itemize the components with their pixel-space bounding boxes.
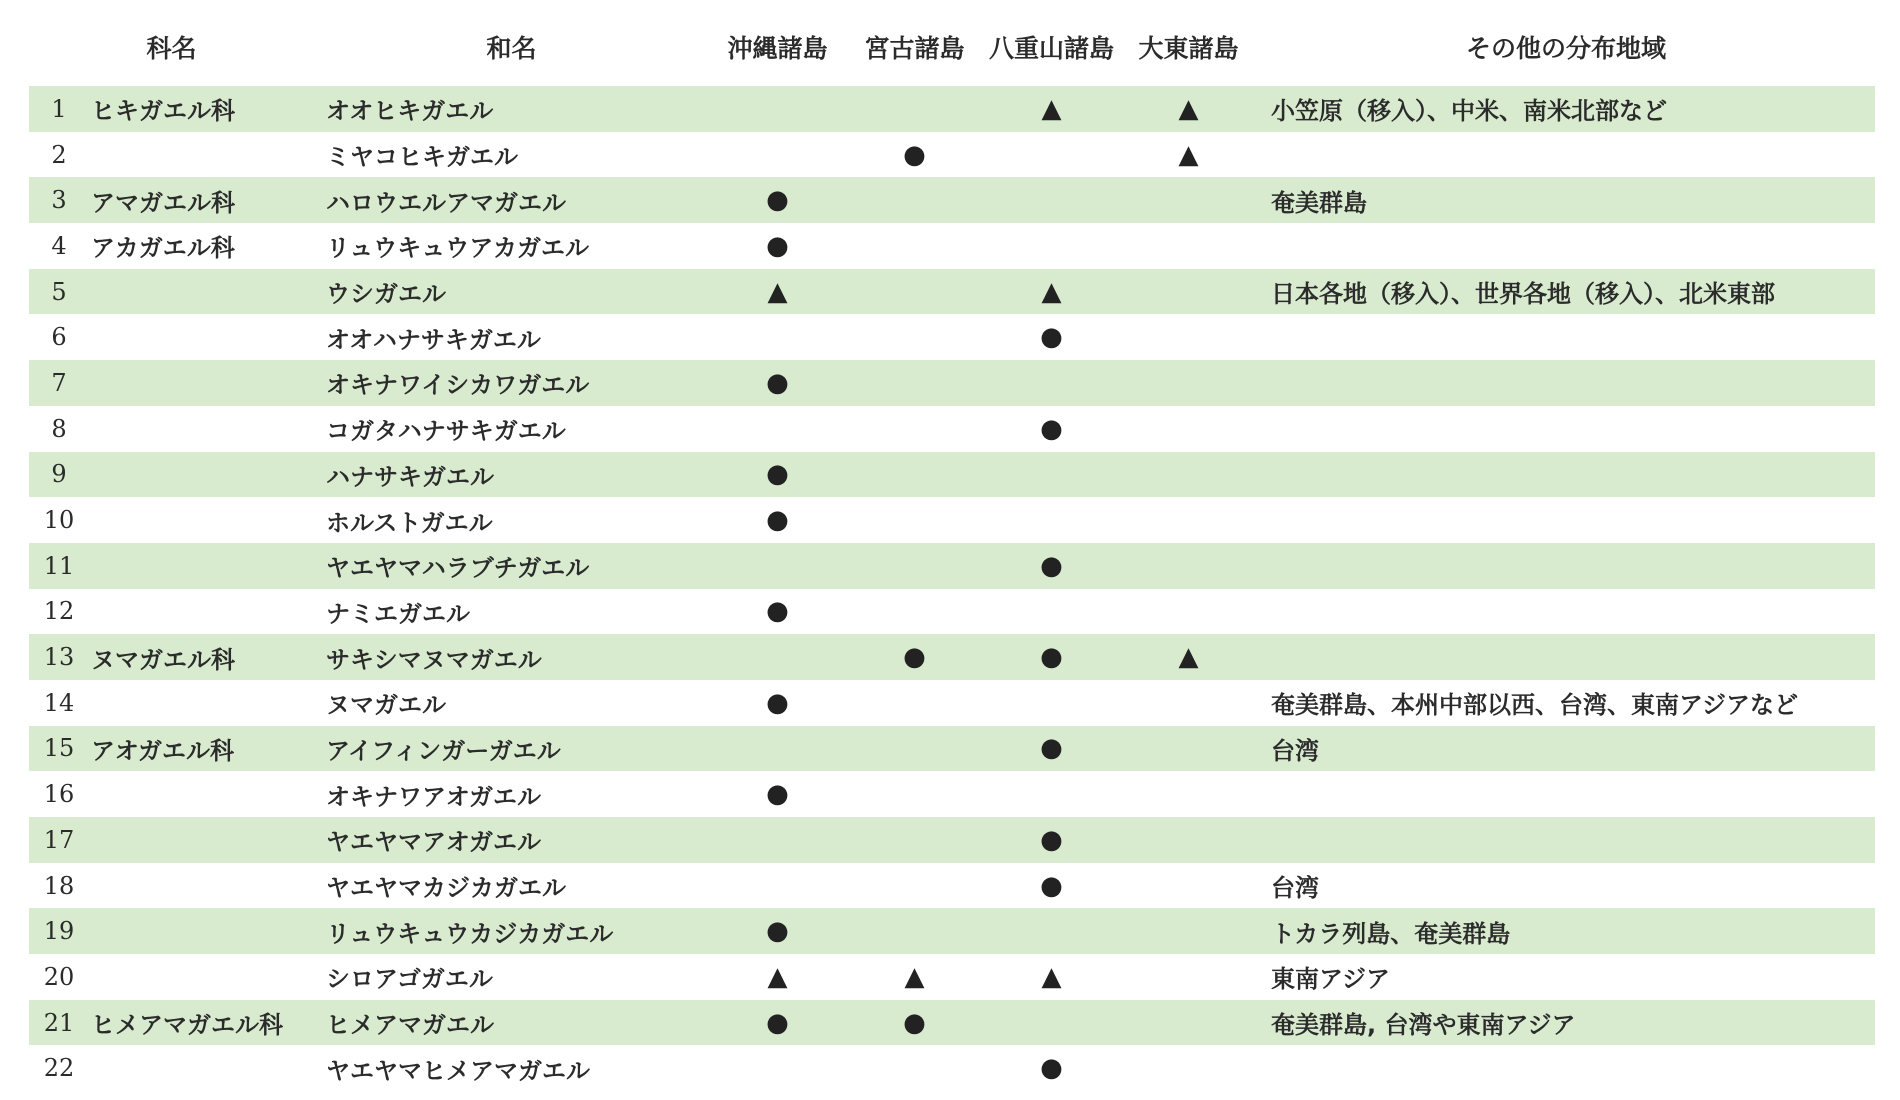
japanese-name: ミヤコヒキガエル [326,143,519,172]
triangle-icon: ▲ [767,961,788,992]
daito-mark [1120,1000,1257,1046]
row-number: 15 [29,726,89,772]
table-row [29,497,1875,543]
table-row [29,771,1875,817]
family-name: ヒキガエル科 [89,86,314,132]
circle-icon: ● [1040,550,1063,581]
okinawa-mark [709,680,846,726]
row-number: 12 [43,597,75,626]
other-distribution [1257,132,1875,178]
table-row [29,86,1875,132]
header-other: その他の分布地域 [1466,34,1667,63]
other-distribution: 小笠原（移入）、中米、南米北部など [1257,86,1875,132]
japanese-name: ハナサキガエル [314,452,709,498]
miyako-mark [846,269,983,315]
triangle-icon: ▲ [1178,139,1199,170]
circle-icon: ● [766,779,789,810]
row-number: 3 [29,177,89,223]
okinawa-mark [709,497,846,543]
table-row [29,726,1875,772]
yaeyama-mark [983,497,1120,543]
family-name [89,132,314,178]
okinawa-mark [709,634,846,680]
japanese-name: シロアゴガエル [326,965,493,994]
family-name [89,497,314,543]
circle-icon: ● [903,139,926,170]
daito-mark [1120,954,1257,1000]
row-number: 22 [43,1054,75,1083]
other-distribution: 奄美群島、本州中部以西、台湾、東南アジアなど [1271,691,1799,720]
circle-icon: ● [1040,322,1063,353]
japanese-name: アイフィンガーガエル [314,726,709,772]
yaeyama-mark [983,589,1120,635]
other-distribution [1257,360,1875,406]
table-row [29,954,1875,1000]
daito-mark [1120,634,1257,680]
miyako-mark [846,589,983,635]
okinawa-mark [709,1000,846,1046]
triangle-icon: ▲ [1178,642,1199,673]
daito-mark [1120,543,1257,589]
okinawa-mark [709,269,846,315]
triangle-icon: ▲ [767,276,788,307]
miyako-mark [846,863,983,909]
yaeyama-mark [983,863,1120,909]
japanese-name: ヤエヤマヒメアマガエル [326,1056,591,1085]
yaeyama-mark [983,634,1120,680]
daito-mark [1120,406,1257,452]
circle-icon: ● [766,596,789,627]
miyako-mark [846,1000,983,1046]
row-number: 6 [51,323,67,352]
okinawa-mark [709,132,846,178]
header-yaeyama: 八重山諸島 [989,34,1115,63]
japanese-name: オキナワアオガエル [326,782,542,811]
yaeyama-mark [983,177,1120,223]
table-row [29,452,1875,498]
row-number: 17 [29,817,89,863]
table-row [29,634,1875,680]
family-name [89,589,314,635]
japanese-name: ハロウエルアマガエル [314,177,709,223]
table-row [29,863,1875,909]
family-name [89,1045,314,1091]
yaeyama-mark [983,680,1120,726]
yaeyama-mark [983,1000,1120,1046]
other-distribution [1257,406,1875,452]
japanese-name: コガタハナサキガエル [326,417,566,446]
circle-icon: ● [766,459,789,490]
other-distribution [1257,314,1875,360]
okinawa-mark [709,589,846,635]
daito-mark [1120,771,1257,817]
okinawa-mark [709,543,846,589]
header-row [29,18,1875,76]
row-number: 16 [43,780,75,809]
japanese-name: ヌマガエル [326,691,447,720]
row-number: 14 [43,688,75,717]
row-number: 9 [29,452,89,498]
table-row [29,908,1875,954]
japanese-name: ヒメアマガエル [314,1000,709,1046]
japanese-name: ヤエヤマアオガエル [314,817,709,863]
family-name: ヒメアマガエル科 [89,1000,314,1046]
miyako-mark [846,771,983,817]
table-row [29,1000,1875,1046]
okinawa-mark [709,726,846,772]
family-name [89,543,314,589]
triangle-icon: ▲ [1178,93,1199,124]
miyako-mark [846,452,983,498]
family-name [89,314,314,360]
okinawa-mark [709,406,846,452]
yaeyama-mark [983,543,1120,589]
header-miyako: 宮古諸島 [864,34,965,63]
triangle-icon: ▲ [1041,93,1062,124]
okinawa-mark [709,863,846,909]
daito-mark [1120,908,1257,954]
daito-mark [1120,314,1257,360]
yaeyama-mark [983,223,1120,269]
okinawa-mark [709,452,846,498]
daito-mark [1120,497,1257,543]
daito-mark [1120,223,1257,269]
miyako-mark [846,680,983,726]
row-number: 8 [51,414,67,443]
header-name: 和名 [486,34,537,63]
table-row [29,314,1875,360]
miyako-mark [846,908,983,954]
daito-mark [1120,817,1257,863]
okinawa-mark [709,1045,846,1091]
okinawa-mark [709,223,846,269]
okinawa-mark [709,360,846,406]
japanese-name: ナミエガエル [326,599,471,628]
yaeyama-mark [983,406,1120,452]
daito-mark [1120,680,1257,726]
miyako-mark [846,726,983,772]
other-distribution [1257,1045,1875,1091]
daito-mark [1120,360,1257,406]
table-row [29,543,1875,589]
header-spacer-row [29,76,1875,86]
table-row [29,406,1875,452]
family-name [89,406,314,452]
family-name [89,771,314,817]
circle-icon: ● [766,505,789,536]
other-distribution [1257,634,1875,680]
okinawa-mark [709,86,846,132]
japanese-name: オオハナサキガエル [326,325,541,354]
okinawa-mark [709,817,846,863]
miyako-mark [846,497,983,543]
miyako-mark [846,543,983,589]
table-body [29,86,1875,1091]
header-daito: 大東諸島 [1138,34,1239,63]
daito-mark [1120,177,1257,223]
circle-icon: ● [766,916,789,947]
frog-distribution-table [29,18,1875,1091]
table-header [29,18,1875,86]
daito-mark [1120,1045,1257,1091]
okinawa-mark [709,177,846,223]
header-family: 科名 [146,34,197,63]
miyako-mark [846,177,983,223]
triangle-icon: ▲ [1041,961,1062,992]
okinawa-mark [709,908,846,954]
yaeyama-mark [983,314,1120,360]
family-name [89,908,314,954]
miyako-mark [846,1045,983,1091]
japanese-name: リュウキュウアカガエル [326,234,590,263]
family-name [89,269,314,315]
circle-icon: ● [1040,1053,1063,1084]
yaeyama-mark [983,269,1120,315]
miyako-mark [846,86,983,132]
miyako-mark [846,132,983,178]
table-row [29,360,1875,406]
row-number: 10 [43,506,75,535]
japanese-name: オオヒキガエル [314,86,709,132]
other-distribution: 台湾 [1271,874,1320,903]
family-name: アカガエル科 [91,234,235,263]
other-distribution [1257,589,1875,635]
yaeyama-mark [983,1045,1120,1091]
miyako-mark [846,634,983,680]
row-number: 1 [29,86,89,132]
daito-mark [1120,86,1257,132]
yaeyama-mark [983,817,1120,863]
okinawa-mark [709,771,846,817]
other-distribution: 日本各地（移入）、世界各地（移入）、北米東部 [1257,269,1875,315]
yaeyama-mark [983,771,1120,817]
family-name [89,360,314,406]
yaeyama-mark [983,452,1120,498]
circle-icon: ● [766,687,789,718]
row-number: 20 [43,962,75,991]
row-number: 4 [51,231,67,260]
table-row [29,680,1875,726]
circle-icon: ● [766,1007,789,1038]
triangle-icon: ▲ [1041,276,1062,307]
row-number: 19 [29,908,89,954]
table-row [29,817,1875,863]
row-number: 21 [29,1000,89,1046]
row-number: 13 [29,634,89,680]
other-distribution: 奄美群島, 台湾や東南アジア [1257,1000,1875,1046]
other-distribution [1257,223,1875,269]
circle-icon: ● [903,642,926,673]
yaeyama-mark [983,954,1120,1000]
family-name [89,452,314,498]
other-distribution [1257,497,1875,543]
table-row [29,132,1875,178]
okinawa-mark [709,954,846,1000]
circle-icon: ● [1040,870,1063,901]
okinawa-mark [709,314,846,360]
family-name [89,954,314,1000]
miyako-mark [846,817,983,863]
circle-icon: ● [1040,413,1063,444]
family-name [89,863,314,909]
family-name [89,817,314,863]
row-number: 2 [51,140,67,169]
family-name: アマガエル科 [89,177,314,223]
yaeyama-mark [983,132,1120,178]
header-spacer [29,76,1875,86]
miyako-mark [846,954,983,1000]
circle-icon: ● [903,1007,926,1038]
daito-mark [1120,452,1257,498]
daito-mark [1120,132,1257,178]
daito-mark [1120,269,1257,315]
japanese-name: ヤエヤマカジカガエル [326,874,567,903]
table-row [29,269,1875,315]
yaeyama-mark [983,86,1120,132]
miyako-mark [846,223,983,269]
other-distribution: 東南アジア [1271,965,1391,994]
circle-icon: ● [766,367,789,398]
yaeyama-mark [983,360,1120,406]
japanese-name: オキナワイシカワガエル [314,360,709,406]
daito-mark [1120,589,1257,635]
row-number: 7 [29,360,89,406]
japanese-name: ウシガエル [314,269,709,315]
header-okinawa: 沖縄諸島 [727,34,828,63]
row-number: 18 [43,871,75,900]
table-row [29,1045,1875,1091]
circle-icon: ● [766,230,789,261]
table-row [29,177,1875,223]
japanese-name: サキシマヌマガエル [314,634,709,680]
circle-icon: ● [1040,824,1063,855]
row-number: 11 [29,543,89,589]
other-distribution [1257,817,1875,863]
other-distribution: 台湾 [1257,726,1875,772]
miyako-mark [846,314,983,360]
circle-icon: ● [1040,642,1063,673]
miyako-mark [846,406,983,452]
japanese-name: ヤエヤマハラブチガエル [314,543,709,589]
triangle-icon: ▲ [904,961,925,992]
japanese-name: リュウキュウカジカガエル [314,908,709,954]
yaeyama-mark [983,908,1120,954]
other-distribution: 奄美群島 [1257,177,1875,223]
row-number: 5 [29,269,89,315]
yaeyama-mark [983,726,1120,772]
family-name: アオガエル科 [89,726,314,772]
table-row [29,589,1875,635]
miyako-mark [846,360,983,406]
family-name [89,680,314,726]
daito-mark [1120,726,1257,772]
circle-icon: ● [1040,733,1063,764]
japanese-name: ホルストガエル [326,508,493,537]
daito-mark [1120,863,1257,909]
table-row [29,223,1875,269]
family-name: ヌマガエル科 [89,634,314,680]
other-distribution [1257,452,1875,498]
other-distribution: トカラ列島、奄美群島 [1257,908,1875,954]
other-distribution [1257,543,1875,589]
circle-icon: ● [766,185,789,216]
other-distribution [1257,771,1875,817]
